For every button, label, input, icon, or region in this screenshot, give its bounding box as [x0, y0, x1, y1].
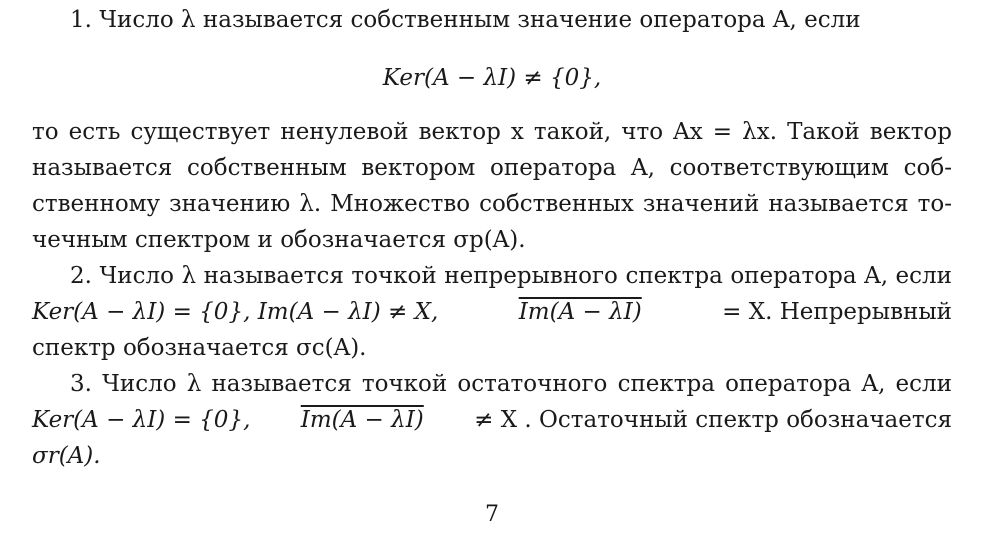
page-number: 7 — [485, 502, 499, 527]
paragraph3-tail: ≠ X . Остаточный спектр обозначается — [474, 407, 952, 433]
paragraph1-line4: ственному значению λ. Множество собственных значений называется то- — [32, 191, 952, 217]
document-page — [32, 0, 952, 538]
paragraph2-line3: спектр обозначается σc(A). — [32, 335, 367, 361]
paragraph2-closure: Im(A − λI) — [518, 299, 642, 325]
paragraph1-line2: то есть существует ненулевой вектор x такой, что Ax = λx. Такой вектор — [32, 119, 952, 145]
paragraph2-conditions: Ker(A − λI) = {0}, Im(A − λI) ≠ X, — [32, 299, 439, 325]
paragraph3-line3: σr(A). — [32, 443, 101, 469]
paragraph2-line1: 2. Число λ называется точкой непрерывного спектра оператора A, если — [70, 263, 952, 289]
paragraph1-line5: чечным спектром и обозначается σp(A). — [32, 227, 526, 253]
paragraph2-line2 — [32, 294, 952, 330]
formula-kernel: Ker(A − λI) ≠ {0}, — [382, 65, 602, 91]
paragraph3-closure: Im(A − λI) — [300, 407, 424, 433]
paragraph1-line1: 1. Число λ называется собственным значение оператора A, если — [70, 7, 861, 33]
paragraph1-line3: называется собственным вектором оператора A, соответствующим соб- — [32, 155, 952, 181]
paragraph2-tail: = X. Непрерывный — [722, 299, 952, 325]
paragraph3-conditions: Ker(A − λI) = {0}, — [32, 407, 251, 433]
paragraph3-line2 — [32, 402, 952, 438]
paragraph3-line1: 3. Число λ называется точкой остаточного спектра оператора A, если — [70, 371, 952, 397]
